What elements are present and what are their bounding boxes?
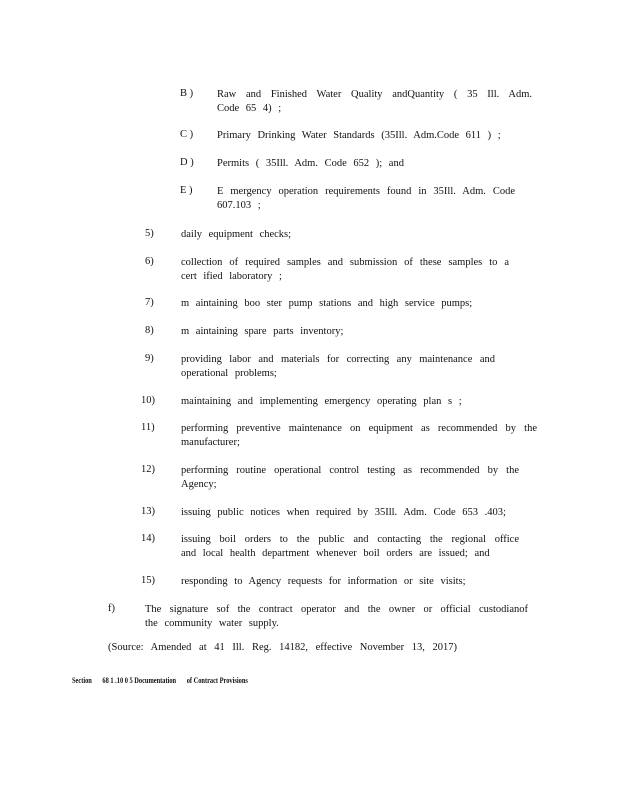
sub-item-label: B )	[180, 88, 194, 99]
section-heading	[72, 675, 257, 685]
sub-item-text: Permits ( 35Ill. Adm. Code 652 ); and	[217, 158, 404, 169]
sub-item-text: E mergency operation requirements found in 35Ill. Adm. Code 607.103 ;	[217, 186, 515, 211]
list-item-number: 5)	[145, 228, 154, 239]
section-title: of Contract Provisions	[186, 675, 248, 685]
list-item-number: 9)	[145, 353, 154, 364]
sub-item-label: C )	[180, 129, 194, 140]
list-item-text: The signature sof the contract operator and the owner or official custodianof the community water supply.	[145, 604, 528, 629]
list-item-text: m aintaining boo ster pump stations and high service pumps;	[181, 298, 473, 309]
sub-item-label: E )	[180, 185, 193, 196]
list-item-number: 6)	[145, 256, 154, 267]
sub-item-label: D )	[180, 157, 194, 168]
sub-item-text: Primary Drinking Water Standards (35Ill. Adm.Code 611 ) ;	[217, 130, 501, 141]
list-item-number: 14)	[141, 533, 155, 544]
list-item-text: daily equipment checks;	[181, 229, 292, 240]
list-item-text: collection of required samples and submission of these samples to a cert ified laboratory ;	[181, 257, 509, 282]
list-item-number: 12)	[141, 464, 155, 475]
list-item-number: 13)	[141, 506, 155, 517]
list-item-text: maintaining and implementing emergency operating plan s ;	[181, 396, 462, 407]
list-item-number: 8)	[145, 325, 154, 336]
list-item-text: issuing public notices when required by 35Ill. Adm. Code 653 .403;	[181, 507, 506, 518]
list-item-text: performing preventive maintenance on equipment as recommended by the manufacturer;	[181, 423, 537, 448]
list-item-text: responding to Agency requests for information or site visits;	[181, 576, 466, 587]
source-note: (Source: Amended at 41 Ill. Reg. 14182, effective November 13, 2017)	[108, 642, 457, 653]
list-item-number: 10)	[141, 395, 155, 406]
list-item-number: 7)	[145, 297, 154, 308]
sub-item-text: Raw and Finished Water Quality andQuantity ( 35 Ill. Adm. Code 65 4) ;	[217, 89, 532, 114]
section-word: Section	[72, 675, 92, 685]
list-item-letter: f)	[108, 603, 115, 614]
list-item-number: 15)	[141, 575, 155, 586]
list-item-text: providing labor and materials for correcting any maintenance and operational problems;	[181, 354, 495, 379]
list-item-text: m aintaining spare parts inventory;	[181, 326, 344, 337]
section-number: 68 1 .10 0 5 Documentation	[102, 675, 177, 685]
list-item-text: performing routine operational control testing as recommended by the Agency;	[181, 465, 519, 490]
list-item-number: 11)	[141, 422, 155, 433]
list-item-text: issuing boil orders to the public and contacting the regional office and local health department whenever boil orders are issued; and	[181, 534, 519, 559]
